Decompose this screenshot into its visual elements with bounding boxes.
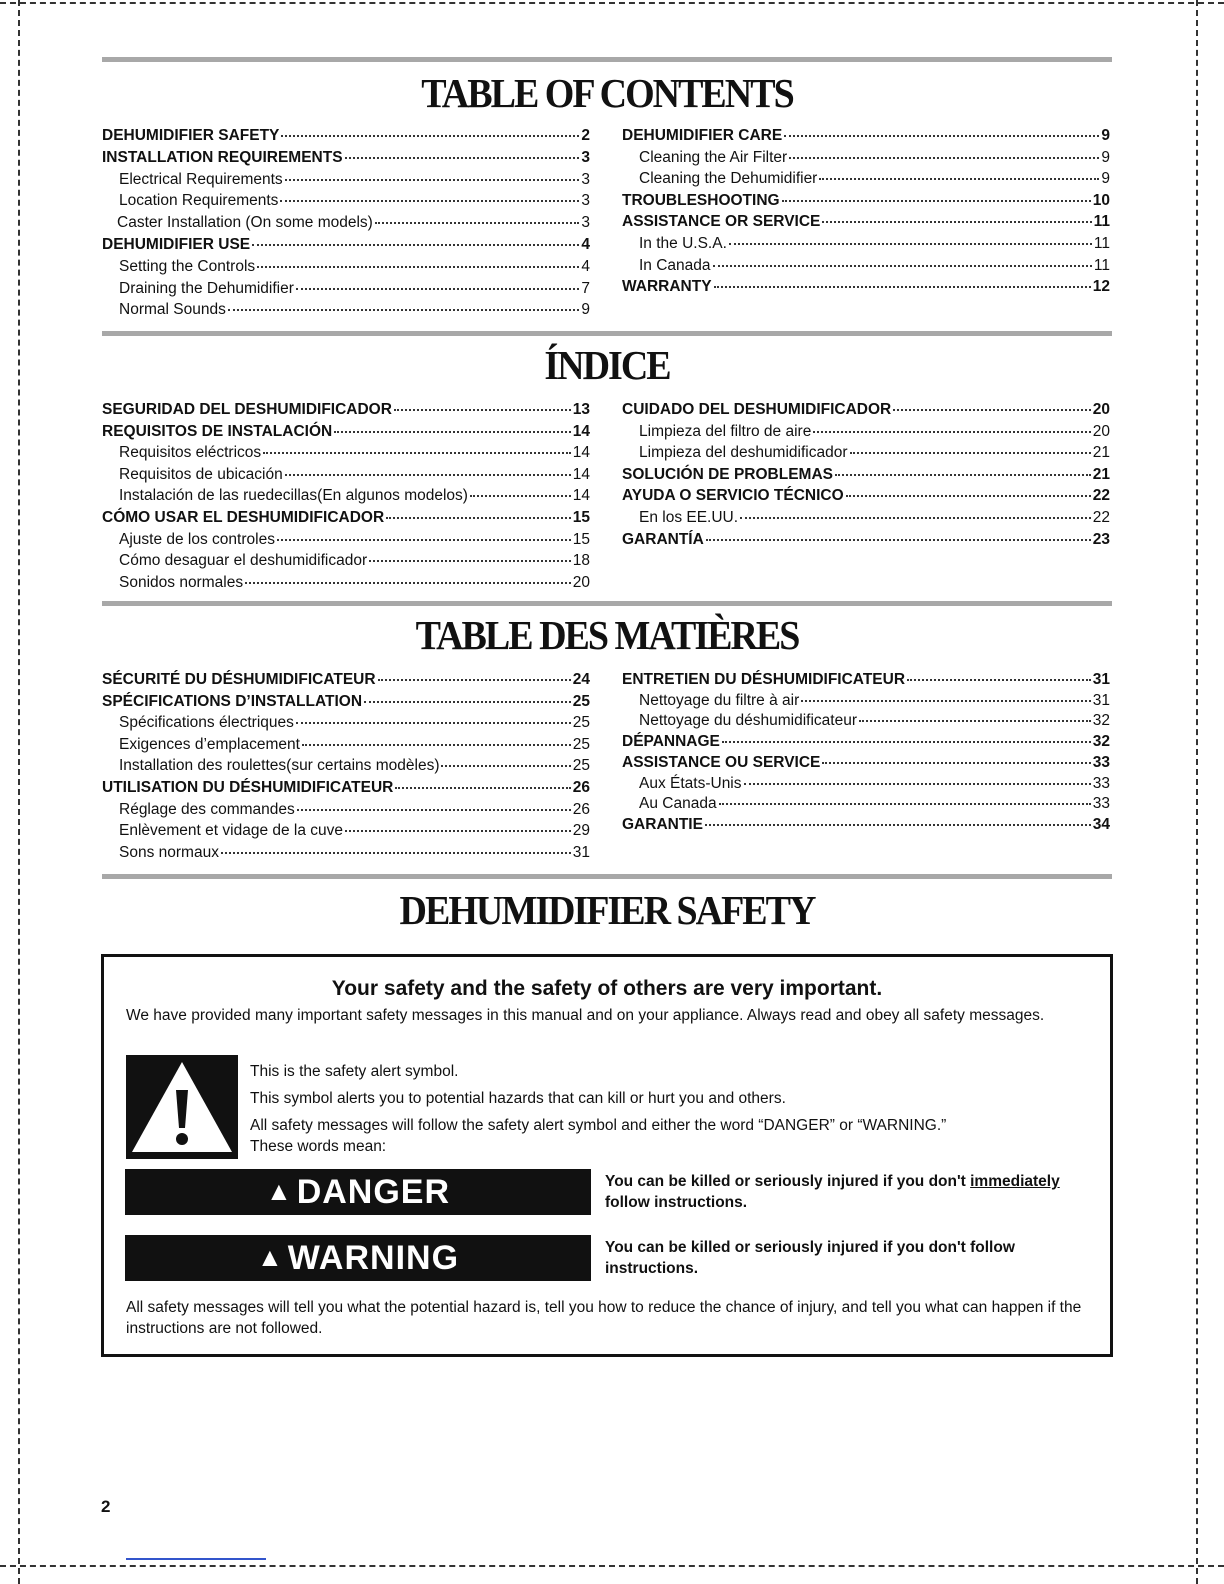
dot-leader	[345, 814, 571, 832]
toc-entry-page: 11	[1093, 256, 1110, 274]
toc-entry-page: 29	[572, 822, 590, 840]
toc-entry-page: 25	[572, 735, 590, 753]
toc-entry-page: 3	[581, 170, 590, 188]
toc-entry-label: ASSISTANCE OU SERVICE	[622, 753, 821, 771]
dot-leader	[782, 184, 1091, 202]
dot-leader	[221, 836, 571, 854]
dot-leader	[713, 249, 1092, 267]
toc-entry-page: 25	[572, 757, 590, 775]
toc-entry-page: 20	[1092, 422, 1110, 440]
safety-box	[101, 954, 1113, 1357]
toc-entry-label: Location Requirements	[119, 192, 279, 210]
dot-leader	[813, 415, 1090, 433]
toc-entry-page: 3	[581, 214, 590, 232]
dot-leader	[296, 706, 571, 724]
safety-intro: We have provided many important safety messages in this manual and on your appliance. Always read and obey all safety messages.	[126, 1007, 1045, 1024]
toc-entry-label: INSTALLATION REQUIREMENTS	[102, 148, 343, 166]
section-rule	[102, 57, 1112, 62]
toc-entry-label: Cómo desaguar el deshumidificador	[119, 552, 368, 570]
toc-entry[interactable]	[102, 526, 590, 546]
dot-leader	[719, 787, 1091, 805]
toc-entry-label: In Canada	[639, 256, 711, 274]
toc-entry-label: Nettoyage du déshumidificateur	[639, 712, 857, 730]
toc-entry[interactable]	[102, 752, 590, 775]
toc-entry-label: Cleaning the Dehumidifier	[639, 170, 818, 188]
toc-entry[interactable]	[622, 208, 1110, 231]
dot-leader	[378, 663, 571, 681]
toc-entry-page: 33	[1092, 753, 1110, 771]
toc-entry-label: AYUDA O SERVICIO TÉCNICO	[622, 487, 844, 505]
toc-entry-page: 7	[581, 279, 590, 297]
safety-heading: DEHUMIDIFIER SAFETY	[399, 888, 815, 934]
toc-entry-page: 18	[572, 552, 590, 570]
toc-entry-label: SPÉCIFICATIONS D’INSTALLATION	[102, 692, 363, 710]
toc-entry[interactable]	[102, 253, 590, 273]
bottom-underline	[126, 1558, 266, 1560]
toc-entry-page: 31	[1092, 691, 1110, 709]
toc-entry-page: 24	[572, 671, 590, 688]
toc-entry[interactable]	[622, 165, 1110, 188]
dot-leader	[784, 119, 1099, 137]
toc-entry[interactable]	[102, 688, 590, 708]
dot-leader	[822, 205, 1091, 223]
warning-triangle-icon: ▲	[265, 1176, 293, 1206]
toc-entry-label: SOLUCIÓN DE PROBLEMAS	[622, 465, 833, 483]
dot-leader	[714, 270, 1091, 288]
dot-leader	[285, 458, 571, 476]
toc-entry-page: 15	[572, 509, 590, 526]
toc-entry-page: 22	[1092, 487, 1110, 505]
page-number: 2	[101, 1497, 111, 1516]
toc-entry-page: 26	[572, 800, 590, 818]
toc-entry[interactable]	[102, 817, 590, 840]
toc-entry-label: En los EE.UU.	[639, 509, 739, 526]
toc-entry[interactable]	[102, 296, 590, 319]
toc-entry-label: DEHUMIDIFIER CARE	[622, 127, 783, 144]
toc-entry[interactable]	[102, 839, 590, 859]
toc-entry-page: 4	[581, 236, 590, 253]
dot-leader	[228, 293, 580, 311]
toc-entry-page: 33	[1092, 774, 1110, 792]
toc-entry[interactable]	[102, 209, 590, 232]
toc-entry-page: 11	[1093, 235, 1110, 252]
section-rule	[102, 601, 1112, 606]
toc-entry-page: 31	[572, 843, 590, 861]
toc-entry-page: 22	[1092, 509, 1110, 526]
toc-entry-page: 21	[1092, 444, 1110, 462]
toc-entry[interactable]	[102, 547, 590, 570]
dot-leader	[470, 479, 571, 497]
toc-entry[interactable]	[102, 396, 590, 416]
toc-entry-label: In the U.S.A.	[639, 235, 727, 252]
toc-entry-page: 14	[572, 487, 590, 505]
toc-entry[interactable]	[622, 482, 1110, 505]
dot-leader	[386, 501, 571, 519]
toc-entry-label: DEHUMIDIFIER SAFETY	[102, 127, 280, 144]
toc-entry[interactable]	[102, 439, 590, 462]
danger-text-a: You can be killed or seriously injured if you don't	[605, 1173, 971, 1190]
toc-entry[interactable]	[102, 461, 590, 481]
toc-entry[interactable]	[622, 504, 1110, 524]
symbol-line-1: This is the safety alert symbol.	[250, 1063, 459, 1080]
toc-entry-page: 10	[1092, 191, 1110, 209]
toc-entry-label: Installation des roulettes(sur certains modèles)	[119, 757, 440, 775]
symbol-line-3: All safety messages will follow the safety alert symbol and either the word “DANGER” or “WARNING.”	[250, 1117, 947, 1134]
page-border-bottom	[0, 1565, 1224, 1567]
dot-leader	[277, 523, 571, 541]
dot-leader	[907, 663, 1091, 681]
toc-entry-page: 4	[581, 257, 590, 275]
dot-leader	[822, 746, 1090, 764]
toc-entry-page: 12	[1092, 278, 1110, 296]
toc-entry-page: 9	[1101, 127, 1110, 144]
dot-leader	[744, 767, 1091, 785]
indice-heading: ÍNDICE	[544, 343, 670, 389]
toc-entry[interactable]	[102, 504, 590, 524]
dot-leader	[819, 162, 1099, 180]
toc-entry-label: Aux États-Unis	[639, 774, 742, 792]
toc-entry[interactable]	[102, 122, 590, 142]
section-rule	[102, 331, 1112, 336]
dot-leader	[801, 684, 1090, 702]
toc-entry-label: Ajuste de los controles	[119, 530, 275, 548]
danger-label: DANGER	[296, 1173, 451, 1211]
toc-entry-label: Enlèvement et vidage de la cuve	[119, 822, 344, 840]
toc-entry-page: 34	[1092, 815, 1110, 833]
toc-entry-label: Sons normaux	[119, 843, 219, 861]
toc-entry[interactable]	[102, 275, 590, 295]
toc-entry[interactable]	[102, 731, 590, 751]
toc-entry[interactable]	[102, 482, 590, 505]
dot-leader	[850, 436, 1091, 454]
matieres-heading: TABLE DES MATIÈRES	[415, 613, 799, 659]
toc-entry[interactable]	[102, 569, 590, 589]
toc-entry-label: Requisitos eléctricos	[119, 444, 262, 462]
toc-entry[interactable]	[622, 461, 1110, 481]
toc-entry-page: 9	[1101, 170, 1110, 188]
toc-entry-label: Exigences d’emplacement	[119, 735, 300, 753]
toc-entry-page: 32	[1092, 712, 1110, 730]
toc-entry-label: CUIDADO DEL DESHUMIDIFICADOR	[622, 401, 892, 418]
dot-leader	[395, 771, 570, 789]
toc-entry-page: 11	[1093, 213, 1110, 231]
toc-entry-label: Sonidos normales	[119, 573, 244, 591]
toc-entry-label: SÉCURITÉ DU DÉSHUMIDIFICATEUR	[102, 671, 376, 688]
toc-entry[interactable]	[622, 418, 1110, 438]
toc-entry-page: 20	[572, 573, 590, 591]
warning-triangle-icon: ▲	[256, 1242, 284, 1272]
toc-entry-label: UTILISATION DU DÉSHUMIDIFICATEUR	[102, 779, 394, 796]
safety-box-title: Your safety and the safety of others are very important.	[331, 977, 883, 1000]
toc-entry-label: Limpieza del filtro de aire	[639, 422, 812, 440]
warning-banner	[125, 1235, 591, 1281]
safety-closing: All safety messages will tell you what the potential hazard is, tell you how to reduce the chance of injury, and tell you what can happen if the instructions are not followed.	[126, 1299, 1082, 1337]
toc-entry[interactable]	[102, 709, 590, 732]
page-border-top	[0, 2, 1224, 4]
dot-leader	[257, 250, 579, 268]
toc-entry[interactable]	[102, 418, 590, 438]
toc-entry-page: 14	[572, 444, 590, 462]
toc-entry[interactable]	[102, 666, 590, 686]
toc-entry-label: Limpieza del deshumidificador	[639, 444, 848, 462]
toc-entry-label: Nettoyage du filtre à air	[639, 691, 800, 709]
dot-leader	[705, 808, 1091, 826]
toc-entry-label: Requisitos de ubicación	[119, 465, 283, 483]
danger-text-c: follow instructions.	[605, 1194, 748, 1211]
toc-entry-page: 2	[581, 127, 590, 144]
toc-entry-label: Caster Installation (On some models)	[117, 214, 373, 232]
dot-leader	[252, 228, 579, 246]
toc-entry-label: ENTRETIEN DU DÉSHUMIDIFICATEUR	[622, 671, 906, 688]
dot-leader	[729, 227, 1092, 245]
toc-entry-label: REQUISITOS DE INSTALACIÓN	[102, 422, 333, 440]
toc-entry-page: 3	[581, 192, 590, 210]
danger-banner	[125, 1169, 591, 1215]
dot-leader	[394, 393, 571, 411]
dot-leader	[846, 479, 1091, 497]
toc-entry-page: 14	[572, 465, 590, 483]
dot-leader	[722, 725, 1091, 743]
toc-entry-label: Réglage des commandes	[119, 800, 295, 818]
dot-leader	[334, 415, 571, 433]
dot-leader	[789, 141, 1099, 159]
toc-entry[interactable]	[102, 187, 590, 210]
section-rule	[102, 874, 1112, 879]
toc-entry-page: 13	[572, 401, 590, 418]
toc-entry-label: Au Canada	[639, 795, 717, 813]
dot-leader	[280, 184, 579, 202]
toc-entry[interactable]	[622, 526, 1110, 546]
toc-heading: TABLE OF CONTENTS	[421, 71, 793, 117]
dot-leader	[302, 728, 571, 746]
toc-entry-label: Cleaning the Air Filter	[639, 148, 788, 166]
dot-leader	[740, 501, 1091, 519]
toc-entry-label: GARANTÍA	[622, 530, 704, 548]
dot-leader	[245, 566, 571, 584]
toc-entry-label: DEHUMIDIFIER USE	[102, 236, 251, 253]
toc-entry-label: Spécifications électriques	[119, 714, 294, 732]
toc-entry[interactable]	[102, 231, 590, 251]
toc-entry-page: 23	[1092, 530, 1110, 548]
dot-leader	[345, 141, 580, 159]
toc-entry-label: Draining the Dehumidifier	[119, 279, 294, 297]
symbol-line-2: This symbol alerts you to potential hazards that can kill or hurt you and others.	[250, 1090, 786, 1107]
toc-entry-page: 31	[1092, 671, 1110, 688]
toc-entry-label: Electrical Requirements	[119, 170, 283, 188]
toc-entry-label: DÉPANNAGE	[622, 733, 720, 751]
toc-entry-page: 33	[1092, 795, 1110, 813]
toc-entry-label: Instalación de las ruedecillas(En algunos modelos)	[119, 487, 468, 505]
toc-entry-page: 32	[1092, 733, 1110, 751]
dot-leader	[281, 119, 579, 137]
toc-entry-page: 14	[572, 422, 590, 440]
toc-entry[interactable]	[622, 273, 1110, 296]
dot-leader	[285, 163, 580, 181]
toc-entry-label: TROUBLESHOOTING	[622, 191, 780, 209]
toc-entry-label: SEGURIDAD DEL DESHUMIDIFICADOR	[102, 401, 392, 418]
toc-entry-page: 26	[572, 779, 590, 796]
toc-entry[interactable]	[102, 166, 590, 186]
toc-entry-label: CÓMO USAR EL DESHUMIDIFICADOR	[102, 509, 385, 526]
dot-leader	[263, 436, 571, 454]
danger-text-emphasis: immediately	[970, 1173, 1060, 1190]
toc-entry-page: 15	[572, 530, 590, 548]
toc-entry[interactable]	[622, 187, 1110, 207]
dot-leader	[893, 393, 1091, 411]
dot-leader	[706, 523, 1091, 541]
page-border-right	[1196, 0, 1198, 1584]
toc-entry-label: Normal Sounds	[119, 301, 226, 319]
toc-entry[interactable]	[622, 122, 1110, 142]
dot-leader	[364, 685, 571, 703]
toc-entry-page: 9	[1101, 148, 1110, 166]
toc-entry-label: Setting the Controls	[119, 257, 256, 275]
toc-entry[interactable]	[622, 252, 1110, 272]
symbol-line-4: These words mean:	[250, 1138, 387, 1155]
toc-entry[interactable]	[622, 230, 1110, 250]
dot-leader	[297, 793, 571, 811]
danger-description	[605, 1171, 1105, 1213]
toc-entry-page: 25	[572, 692, 590, 710]
toc-entry-page: 21	[1092, 465, 1110, 483]
toc-entry-page: 20	[1092, 401, 1110, 418]
dot-leader	[296, 272, 579, 290]
toc-entry-page: 3	[581, 148, 590, 166]
toc-entry-label: GARANTIE	[622, 815, 703, 833]
dot-leader	[441, 749, 570, 767]
toc-entry[interactable]	[102, 144, 590, 164]
toc-entry-page: 25	[572, 714, 590, 732]
dot-leader	[835, 458, 1091, 476]
toc-entry[interactable]	[622, 396, 1110, 416]
toc-entry[interactable]	[622, 439, 1110, 462]
dot-leader	[859, 704, 1091, 722]
toc-entry[interactable]	[102, 774, 590, 794]
dot-leader	[375, 206, 580, 224]
toc-entry-label: WARRANTY	[622, 278, 712, 296]
dot-leader	[369, 544, 571, 562]
toc-entry-page: 9	[581, 301, 590, 319]
page-border-left	[18, 0, 20, 1584]
toc-entry-label: ASSISTANCE OR SERVICE	[622, 213, 821, 231]
warning-triangle-icon	[126, 1055, 238, 1159]
toc-entry[interactable]	[102, 796, 590, 816]
toc-entry[interactable]	[622, 144, 1110, 164]
warning-label: WARNING	[287, 1239, 460, 1277]
warning-description: You can be killed or seriously injured if you don't follow instructions.	[605, 1239, 1015, 1277]
toc-entry[interactable]	[622, 811, 1110, 831]
